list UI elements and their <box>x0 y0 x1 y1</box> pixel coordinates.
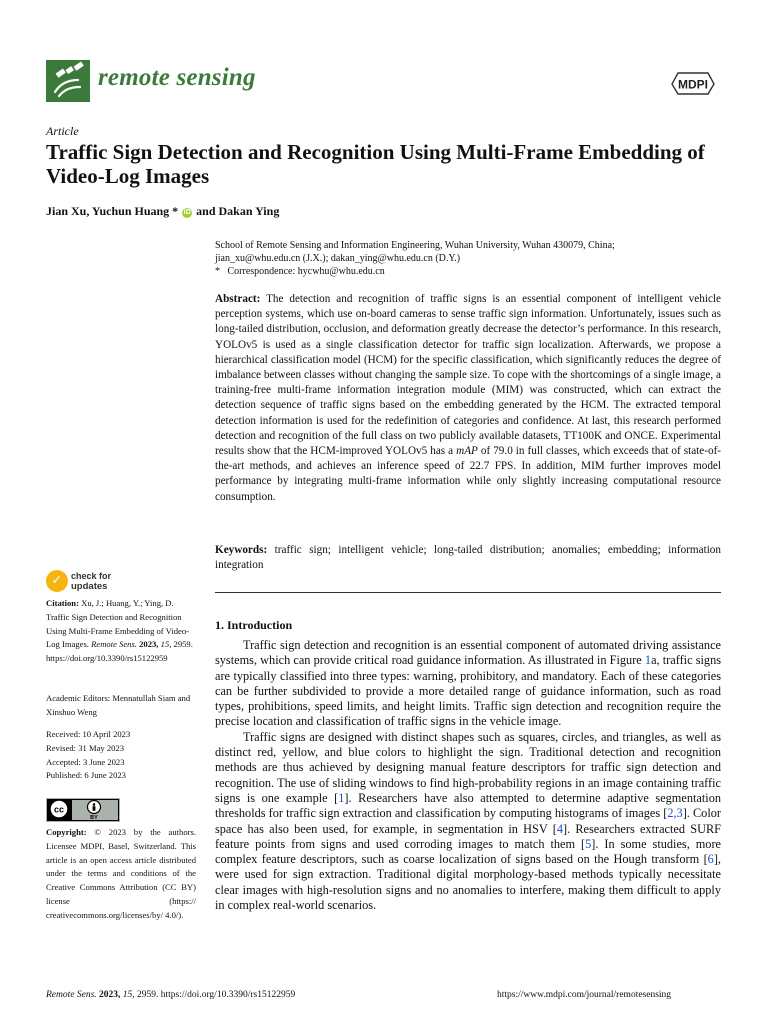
affiliation-emails: jian_xu@whu.edu.cn (J.X.); dakan_ying@whu.edu.cn (D.Y.) <box>215 253 461 264</box>
reference-link[interactable]: 1 <box>338 790 345 805</box>
citation-doi[interactable]: 2959. https://doi.org/10.3390/rs15122959 <box>46 639 193 664</box>
mdpi-logo <box>668 70 718 96</box>
abstract-text-cont: of 79.0 in full classes, which exceeds that of state-of-the-art methods, and achieves an inference speed of 22.7 FPS. In addition, MIM further improves model performance by integrating multi-frame information while only slightly increasing computational resource consumption. <box>215 445 722 503</box>
cc-by-license-icon[interactable] <box>46 798 120 822</box>
check-updates-text: check for <box>71 571 112 581</box>
citation: Citation: Xu, J.; Huang, Y.; Ying, D. Traffic Sign Detection and Recognition Using Multi-Frame Embedding of Video-Log Images. Remote Sens. 2023, 15, 2959. https://doi.org/10.3390/rs15122959 <box>46 598 193 664</box>
date-revised: Revised: 31 May 2023 <box>46 742 125 753</box>
check-updates-button[interactable] <box>46 570 156 596</box>
satellite-icon <box>46 60 90 102</box>
authors-part1: Jian Xu, Yuchun Huang * <box>46 204 179 218</box>
abstract-map-term: mAP <box>456 445 478 458</box>
cc-label: cc <box>53 804 65 815</box>
reference-link[interactable]: 2,3 <box>667 806 683 821</box>
date-published: Published: 6 June 2023 <box>46 770 126 781</box>
abstract <box>215 292 721 505</box>
footer-journal-url[interactable]: https://www.mdpi.com/journal/remotesensing <box>497 990 672 1000</box>
figure-link[interactable]: 1 <box>644 653 652 668</box>
by-label: BY <box>90 815 98 821</box>
affiliation-line: School of Remote Sensing and Information Engineering, Wuhan University, Wuhan 430079, China; <box>215 240 615 251</box>
publisher-name: MDPI <box>678 77 708 92</box>
keywords-label: Keywords: <box>215 544 268 556</box>
footer-citation: Remote Sens. 2023, 15, 2959. https://doi.org/10.3390/rs15122959 <box>46 990 296 1000</box>
academic-editors: Academic Editors: Mennatullah Siam and Xinshuo Weng <box>46 693 191 717</box>
keywords-text: traffic sign; intelligent vehicle; long-tailed distribution; anomalies; embedding; information integration <box>215 544 721 572</box>
checkmark-icon: ✓ <box>46 570 68 592</box>
abstract-label: Abstract: <box>215 293 261 305</box>
authors <box>46 204 279 219</box>
dates <box>46 728 196 783</box>
paragraph: Traffic sign detection and recognition is an essential component of automated driving assistance systems, which can provide critical road guidance information. As illustrated in Figure 1a, traffic signs are typically classified into three types: warning, prohibitory, and mandatory. Each of these categories can be further subdivided to provide a more detailed range of guidance information, such as road types, prohibitions, speed limits, and height limits. Traffic sign detection and recognition require the precise location and classification of traffic signs in the vehicle image. <box>215 638 722 729</box>
keywords <box>215 543 721 573</box>
copyright: Copyright: © 2023 by the authors. Licensee MDPI, Basel, Switzerland. This article is an open access article distributed under the terms and conditions of the Creative Commons Attribution (CC BY) license (https:// creativecommons.org/licenses/by/ 4.0/). <box>46 827 196 920</box>
date-received: Received: 10 April 2023 <box>46 729 131 739</box>
affiliations <box>215 239 725 278</box>
article-type: Article <box>46 124 79 138</box>
orcid-icon[interactable]: iD <box>183 209 191 216</box>
paragraph: Traffic signs are designed with distinct shapes such as squares, circles, and triangles, as well as distinct red, yellow, and blue colors to highlight the sign. Traditional detection and recognition methods are thus achieved by designing manual feature descriptors for traffic sign detection and recognition. The use of sliding windows to find high-probability regions in an image containing traffic signs is one example [1]. Researchers have also attempted to determine adaptive segmentation thresholds for traffic sign extraction and classification by computing histograms of images [2,3]. Color space has also been used, for example, in segmentation in HSV [4]. Researchers extracted SURF feature points from signs and used corroding images to match them [5]. In some studies, more complex feature descriptors, such as coarse localization of signs based on the Hough transform [6], were used for sign extraction. Traditional digital morphology-based methods typically necessitate clear images with high-resolution signs and no anomalies to interfere, making them difficult to apply in complex real-world scenarios. <box>215 729 721 913</box>
divider <box>215 592 721 593</box>
reference-link[interactable]: 4 <box>556 821 563 836</box>
page-title: Traffic Sign Detection and Recognition Using Multi-Frame Embedding of Video-Log Images <box>46 140 705 188</box>
journal-name: remote sensing <box>98 64 256 91</box>
correspondence: * Correspondence: hycwhu@whu.edu.cn <box>215 266 385 277</box>
check-updates-text: updates <box>71 581 108 592</box>
introduction-body <box>215 638 721 913</box>
section-heading: 1. Introduction <box>215 618 293 632</box>
abstract-text: The detection and recognition of traffic signs is an essential component of intelligent vehicle perception systems, which use on-board cameras to sense traffic sign information. Unfortunately, issues such as long-tailed distribution, occlusion, and deformation greatly decrease the detector’s performance. In this research, YOLOv5 is used as a single classification detector for traffic sign localization. Afterwards, we propose a hierarchical classification model (HCM) for the specific classification, which significantly reduces the degree of imbalance between classes without changing the sample size. To cope with the shortcomings of a single image, a training-free multi-frame information integration module (MIM) was constructed, which can extract the detection sequence of traffic signs based on the embedding generated by the HCM. The extracted temporal detection information is used for the redefinition of categories and confidence. At last, this research performed detection and recognition of the full class on two publicly available datasets, TT100K and ONCE. Experimental results show that the HCM-improved YOLOv5 has a <box>215 293 721 458</box>
authors-part2: and Dakan Ying <box>196 204 280 218</box>
date-accepted: Accepted: 3 June 2023 <box>46 756 125 767</box>
reference-link[interactable]: 5 <box>585 836 592 851</box>
reference-link[interactable]: 6 <box>707 852 714 867</box>
